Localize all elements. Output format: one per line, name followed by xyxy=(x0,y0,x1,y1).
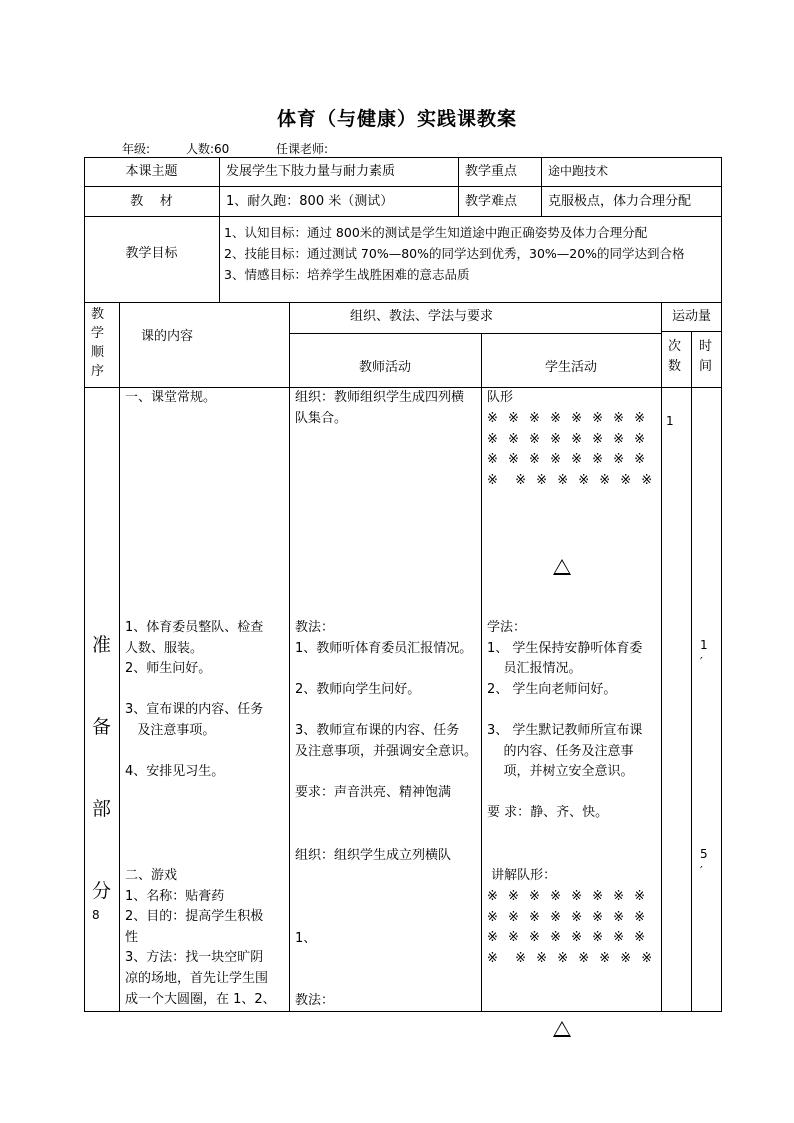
teacher-method-game: 教法： xyxy=(295,993,335,1008)
row-divider xyxy=(84,186,722,187)
content-header: 课的内容 xyxy=(141,329,194,344)
table-bottom-border xyxy=(84,1011,722,1012)
difficulty-label: 教学难点 xyxy=(465,194,518,209)
col-divider xyxy=(691,331,692,1012)
goal-item: 2、技能目标：通过测试 70%—80%的同学达到优秀，30%—20%的同学达到合格 xyxy=(224,246,685,261)
org-header: 组织、教法、学法与要求 xyxy=(350,309,494,324)
material-label: 教 材 xyxy=(130,194,173,209)
teacher-org: 组织：教师组织学生成四列横 队集合。 xyxy=(295,390,465,426)
teacher-method: 教法： 1、教师听体育委员汇报情况。 2、教师向学生问好。 3、教师宣布课的内容、任务 及注意事项，并强调安全意识。 要求：声音洪亮、精神饱满 xyxy=(295,620,478,800)
load-header: 运动量 xyxy=(671,309,711,324)
time-header: 时 间 xyxy=(699,339,713,374)
focus-label: 教学重点 xyxy=(465,164,518,179)
student-formation-label: 队形 xyxy=(487,390,514,405)
formation-grid: ※ ※ ※ ※ ※ ※ ※ ※ ※ ※ ※ ※ ※ ※ ※ ※ ※ ※ ※ ※ ※ ※ ※ ※ ※ ※ ※ ※ ※ ※ ※ ※ xyxy=(487,411,656,488)
formation-grid: ※ ※ ※ ※ ※ ※ ※ ※ ※ ※ ※ ※ ※ ※ ※ ※ ※ ※ ※ ※ ※ ※ ※ ※ ※ ※ ※ ※ ※ ※ ※ ※ xyxy=(487,889,656,966)
student-method: 学法： 1、 学生保持安静听体育委 员汇报情况。 2、 学生向老师问好。 3、 学生默记教师所宣布课 的内容、任务及注意事 项，并树立安全意识。 要 求：静、齐、快。 xyxy=(487,620,643,821)
col-divider xyxy=(481,333,482,1012)
section-number: 8 xyxy=(92,908,100,922)
row-divider xyxy=(289,333,661,334)
row-divider xyxy=(84,216,722,217)
order-header: 教 学 顺 序 xyxy=(91,307,105,379)
time-value: 5 ′ xyxy=(700,847,708,878)
teacher-org-game: 组织：组织学生成立列横队 xyxy=(295,848,452,863)
teacher-position-triangle-icon xyxy=(553,1021,571,1037)
page-title: 体育（与健康）实践课教案 xyxy=(276,108,517,130)
teacher-label: 任课老师: xyxy=(276,142,329,156)
difficulty-value: 克服极点，体力合理分配 xyxy=(548,194,692,209)
col-divider xyxy=(289,302,290,1012)
goals-label: 教学目标 xyxy=(125,246,178,261)
goal-item: 1、认知目标：通过 800米的测试是学生知道途中跑正确姿势及体力合理分配 xyxy=(224,225,648,240)
student-activity-header: 学生活动 xyxy=(544,360,597,375)
row-divider xyxy=(84,302,722,303)
table-right-border xyxy=(721,157,722,1012)
teacher-activity-header: 教师活动 xyxy=(358,360,411,375)
goal-item: 3、情感目标：培养学生战胜困难的意志品质 xyxy=(224,267,470,282)
content-steps: 1、体育委员整队、检查 人数、服装。 2、师生问好。 3、宣布课的内容、任务 及注意事项。 4、安排见习生。 xyxy=(125,620,264,780)
theme-label: 本课主题 xyxy=(125,164,178,179)
section-char: 准 xyxy=(92,634,112,656)
section-char: 备 xyxy=(92,716,112,738)
col-divider xyxy=(119,302,120,1012)
time-value: 1 ′ xyxy=(700,638,708,669)
col-divider xyxy=(661,302,662,1012)
teacher-step: 1、 xyxy=(295,931,317,946)
section-char: 部 xyxy=(92,798,112,820)
student-count: 人数:60 xyxy=(186,142,230,156)
col-divider xyxy=(541,157,542,217)
col-divider xyxy=(458,157,459,217)
grade-label: 年级: xyxy=(122,142,151,156)
content-routine: 一、课堂常规。 xyxy=(125,390,217,405)
times-value: 1 xyxy=(666,414,674,428)
theme-value: 发展学生下肢力量与耐力素质 xyxy=(226,164,396,179)
table-top-border xyxy=(84,157,722,158)
focus-value: 途中跑技术 xyxy=(548,164,609,178)
section-char: 分 xyxy=(92,880,112,902)
times-header: 次 数 xyxy=(668,339,682,374)
teacher-position-triangle-icon xyxy=(553,559,571,575)
material-value: 1、耐久跑：800 米（测试） xyxy=(226,194,394,209)
table-left-border xyxy=(84,157,85,1012)
student-formation-explain: 讲解队形： xyxy=(487,868,557,883)
content-game: 二、游戏 1、名称：贴膏药 2、目的：提高学生积极 性 3、方法：找一块空旷阴 凉的场地，首先让学生围 成一个大圆圈，在 1、2、 xyxy=(125,868,276,1007)
col-divider xyxy=(219,157,220,303)
